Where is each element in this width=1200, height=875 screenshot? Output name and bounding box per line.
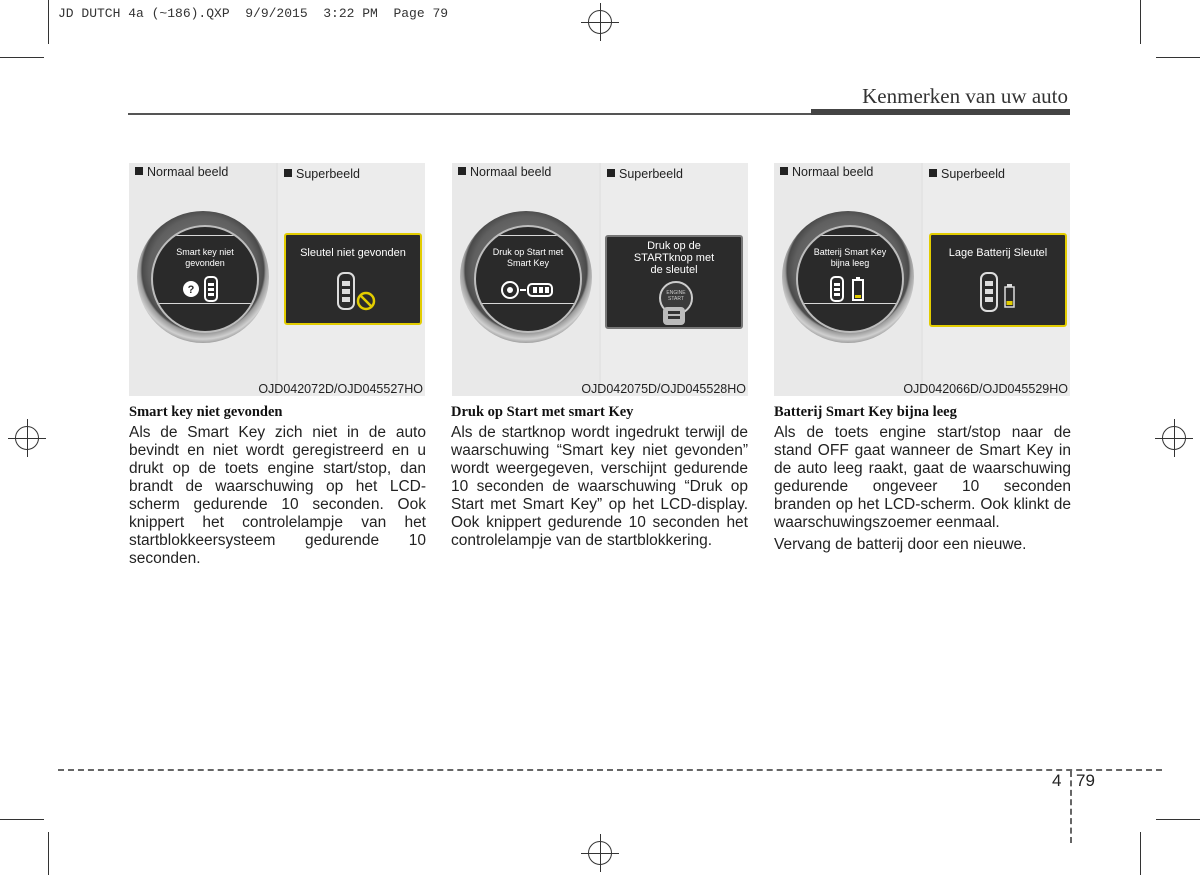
gauge-icons — [153, 275, 257, 310]
column-smart-key-not-found — [129, 404, 426, 568]
print-slug: JD DUTCH 4a (~186).QXP 9/9/2015 3:22 PM Page 79 — [58, 6, 449, 21]
super-view-box — [278, 163, 425, 396]
figure-smart-key-not-found — [129, 163, 425, 396]
column-extra-note: Vervang de batterij door een nieuwe. — [774, 536, 1027, 553]
normal-view-box — [129, 163, 276, 396]
engine-start-text: ENGINE START — [666, 290, 686, 302]
normal-view-label: Normaal beeld — [792, 165, 874, 179]
key-prohibited-icon — [330, 271, 380, 315]
lcd-warning-text: Sleutel niet gevonden — [300, 247, 406, 259]
key-battery-icon — [825, 275, 875, 303]
lcd-warning-text: Druk op de STARTknop met de sleutel — [633, 240, 715, 276]
crop-mark — [1156, 57, 1200, 58]
registration-mark-icon — [15, 426, 39, 450]
column-press-start — [451, 404, 748, 550]
gauge-warning-text: Smart key niet gevonden — [176, 247, 234, 268]
normal-view-box — [774, 163, 921, 396]
lcd-warning-display — [929, 233, 1067, 327]
figure-code: OJD042072D/OJD045527HO — [258, 382, 423, 396]
crop-mark — [48, 832, 49, 875]
super-view-box — [923, 163, 1070, 396]
crop-mark — [48, 0, 49, 44]
crop-mark — [1140, 0, 1141, 44]
crop-mark — [0, 819, 44, 820]
column-body: Als de Smart Key zich niet in de auto bevindt en niet wordt geregistreerd en u drukt op de toets engine start/stop, dan brandt de waarschuwing op het LCD-scherm gedurende 10 seconden. Ook knippert het controlelampje van het startblokkeersysteem gedurende 10 seconden. — [129, 424, 426, 567]
lcd-warning-display — [284, 233, 422, 325]
normal-view-box — [452, 163, 599, 396]
gauge-warning-text: Batterij Smart Key bijna leeg — [813, 247, 887, 268]
crop-mark — [1156, 819, 1200, 820]
registration-mark-icon — [588, 10, 612, 34]
figure-press-start — [452, 163, 748, 396]
column-heading: Batterij Smart Key bijna leeg — [774, 404, 957, 420]
super-view-label: Superbeeld — [941, 167, 1005, 181]
start-button-key-icon — [498, 277, 558, 303]
figure-code: OJD042066D/OJD045529HO — [903, 382, 1068, 396]
section-title: Kenmerken van uw auto — [862, 84, 1068, 108]
super-view-label: Superbeeld — [296, 167, 360, 181]
lcd-warning-text: Lage Batterij Sleutel — [948, 247, 1048, 259]
header-rule — [128, 113, 811, 115]
super-view-box — [601, 163, 748, 396]
column-heading: Druk op Start met smart Key — [451, 404, 634, 420]
smart-key-icon — [661, 307, 687, 325]
footer-divider — [1070, 771, 1072, 843]
svg-text:?: ? — [187, 284, 195, 296]
column-key-battery-low — [774, 404, 1071, 554]
page-number: 79 — [1076, 771, 1095, 790]
normal-view-label: Normaal beeld — [470, 165, 552, 179]
key-battery-low-icon — [975, 271, 1025, 317]
normal-view-label: Normaal beeld — [147, 165, 229, 179]
crop-mark — [1140, 832, 1141, 875]
chapter-number: 4 — [1052, 771, 1062, 790]
key-question-icon — [175, 275, 235, 305]
registration-mark-icon — [588, 841, 612, 865]
figure-key-battery-low — [774, 163, 1070, 396]
cluster-gauge — [782, 211, 914, 343]
column-body: Als de toets engine start/stop naar de stand OFF gaat wanneer de Smart Key in de auto leeg raakt, gaat de waarschuwing gedurende ongeveer 10 seconden branden op het LCD-scherm. Ook klinkt de waarschuwingszoemer eenmaal. — [774, 424, 1071, 531]
footer-rule — [58, 769, 1162, 771]
column-heading: Smart key niet gevonden — [129, 404, 283, 420]
registration-mark-icon — [1162, 426, 1186, 450]
header-rule-accent — [811, 109, 1070, 115]
super-view-label: Superbeeld — [619, 167, 683, 181]
crop-mark — [0, 57, 44, 58]
lcd-warning-display — [605, 235, 743, 329]
cluster-gauge — [137, 211, 269, 343]
column-body: Als de startknop wordt ingedrukt terwijl de waarschuwing “Smart key niet gevonden” wordt weergegeven, verschijnt gedurende 10 seconden de waarschuwing “Druk op Start met Smart Key” op het LCD-display. Ook knippert gedurende 10 seconden het controlelampje van de startblokkering. — [451, 424, 748, 549]
cluster-gauge — [460, 211, 592, 343]
figure-code: OJD042075D/OJD045528HO — [581, 382, 746, 396]
gauge-warning-text: Druk op Start met Smart Key — [492, 247, 564, 268]
